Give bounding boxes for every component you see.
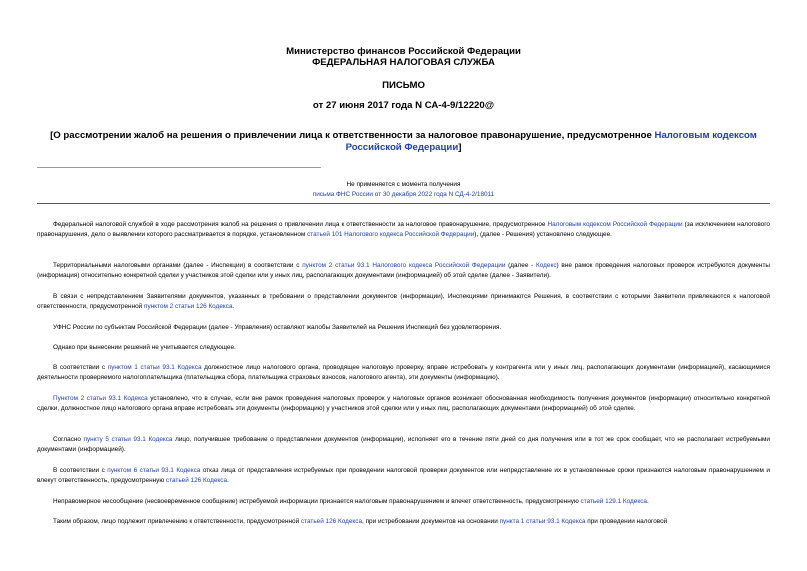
title-close: ] <box>458 142 462 153</box>
service-name: ФЕДЕРАЛЬНАЯ НАЛОГОВАЯ СЛУЖБА <box>312 57 495 68</box>
text: Таким образом, лицо подлежит привлечению к ответственности, предусмотренной <box>53 518 301 525</box>
text: В соответствии с <box>53 467 108 474</box>
paragraph <box>37 220 770 240</box>
text: ) вне рамок проведения налоговых проверок истребуются документы (информация) относительно конкретной сделки у участников этой сделки или у иных лиц, располагающих документами (информацией) об этой сделке (далее - Заявители). <box>37 262 770 279</box>
text: лицо, получившее требование о представлении документов (информации), исполняет его в течение пяти дней со дня получения или в тот же срок сообщает, что не располагает истребуемыми документами (информацией). <box>37 436 770 453</box>
text: (за исключением налогового правонарушения, дело о выявлении которого рассматривается в порядке, установленном <box>37 221 770 238</box>
text: Однако при вынесении решений не учитывается следующее. <box>53 344 236 351</box>
tax-code-link[interactable]: Налоговым кодексом Российской Федерации <box>547 221 683 228</box>
paragraph <box>37 292 770 312</box>
article-93-1-p1-link[interactable]: пункта 1 статьи 93.1 Кодекса <box>499 518 586 525</box>
document-type: ПИСЬМО <box>382 80 425 91</box>
paragraph <box>37 466 770 486</box>
paragraph <box>37 497 770 507</box>
text: должностное лицо налогового органа, проводящее налоговую проверку, вправе истребовать у контрагента или у иных лиц, располагающих документами (информацией), касающимися деятельности проверяемого налогоплательщика (плательщика сбора, плательщика страховых взносов, налогового агента), эти документы (информацию). <box>37 364 770 381</box>
article-93-1-p1-link[interactable]: пунктом 1 статьи 93.1 Кодекса <box>107 364 202 371</box>
paragraph <box>37 517 770 527</box>
text: , при истребовании документов на основании <box>362 518 500 525</box>
article-93-1-p2-link[interactable]: пунктом 2 статьи 93.1 Налогового кодекса Российской Федерации <box>302 262 506 269</box>
paragraph <box>37 261 770 281</box>
title-text: [О рассмотрении жалоб на решения о привлечении лица к ответственности за налоговое правонарушение, предусмотренное <box>50 130 655 141</box>
text: . <box>232 302 235 310</box>
text: установлено, что в случае, если вне рамок проведения налоговых проверок у налоговых органов возникает обоснованная необходимость получения документов (информации) относительно конкретной сделки, должностное лицо налогового органа вправе истребовать эти документы (информацию) у участников этой сделки или у иных лиц, располагающих документами (информацией) об этой сделке. <box>37 395 770 412</box>
paragraph <box>37 435 770 455</box>
article-129-1-link[interactable]: статьей 129.1 Кодекса <box>580 498 647 505</box>
divider <box>37 203 770 204</box>
paragraph <box>37 394 770 414</box>
article-126-link[interactable]: статьей 126 Кодекса <box>165 476 228 484</box>
text: Согласно <box>53 436 84 443</box>
article-126-link[interactable]: статьей 126 Кодекса <box>300 518 363 525</box>
text: отказ лица от представления истребуемых при проведении налоговой проверки документов или непредставление их в установленные сроки признаются налоговым правонарушением и влекут ответственность, предусмотренную <box>37 467 771 484</box>
ministry-name: Министерство финансов Российской Федерации <box>286 46 521 57</box>
paragraph <box>37 343 770 353</box>
paragraph <box>37 363 770 383</box>
text: ), (далее - Решения) установлено следующее. <box>474 230 612 238</box>
text: (далее - <box>505 262 537 269</box>
code-link[interactable]: Кодекс <box>536 262 557 269</box>
text: В соответствии с <box>53 364 108 371</box>
text: . <box>646 498 649 505</box>
article-126-p2-link[interactable]: пунктом 2 статьи 126 Кодекса <box>144 302 233 310</box>
article-101-link[interactable]: статьей 101 Налогового кодекса Российской Федерации <box>307 230 475 238</box>
article-93-1-p6-link[interactable]: пунктом 6 статьи 93.1 Кодекса <box>107 467 201 474</box>
paragraph <box>37 323 770 333</box>
text: при проведении налоговой <box>585 518 668 525</box>
text: Федеральной налоговой службой в ходе рассмотрения жалоб на решения о привлечении лица к ответственности за налоговое правонарушение, предусмотренное <box>53 221 548 228</box>
text: Неправомерное несообщение (несвоевременное сообщение) истребуемой информации признается налоговым правонарушением и влечет ответственность, предусмотренную <box>53 498 581 505</box>
text: УФНС России по субъектам Российской Федерации (далее - Управления) оставляют жалобы Заявителей на Решения Инспекций без удовлетворения. <box>53 324 502 331</box>
divider <box>37 167 321 168</box>
document-title <box>40 130 767 154</box>
title-tax-code-link[interactable]: Налоговым кодексом Российской Федерации <box>345 130 757 153</box>
document-date-number: от 27 июня 2017 года N СА-4-9/12220@ <box>312 100 495 111</box>
article-93-1-p5-link[interactable]: пункту 5 статьи 93.1 Кодекса <box>83 436 173 443</box>
text: . <box>227 476 229 484</box>
status-note: Не применяется с момента получения <box>346 181 461 188</box>
text: Территориальными налоговыми органами (далее - Инспекции) в соответствии с <box>53 262 303 269</box>
text: В связи с непредставлением Заявителями документов, указанных в требовании о представлении документов (информации), Инспекциями принимаются Решения, в соответствии с которыми Заявители привлекаются к налоговой ответственности, предусмотренной <box>37 293 770 310</box>
superseding-letter-link[interactable]: письма ФНС России от 30 декабря 2022 года N СД-4-2/18011 <box>312 191 495 198</box>
article-93-1-p2-link[interactable]: Пунктом 2 статьи 93.1 Кодекса <box>53 395 148 402</box>
status-note-link-line <box>0 190 807 200</box>
